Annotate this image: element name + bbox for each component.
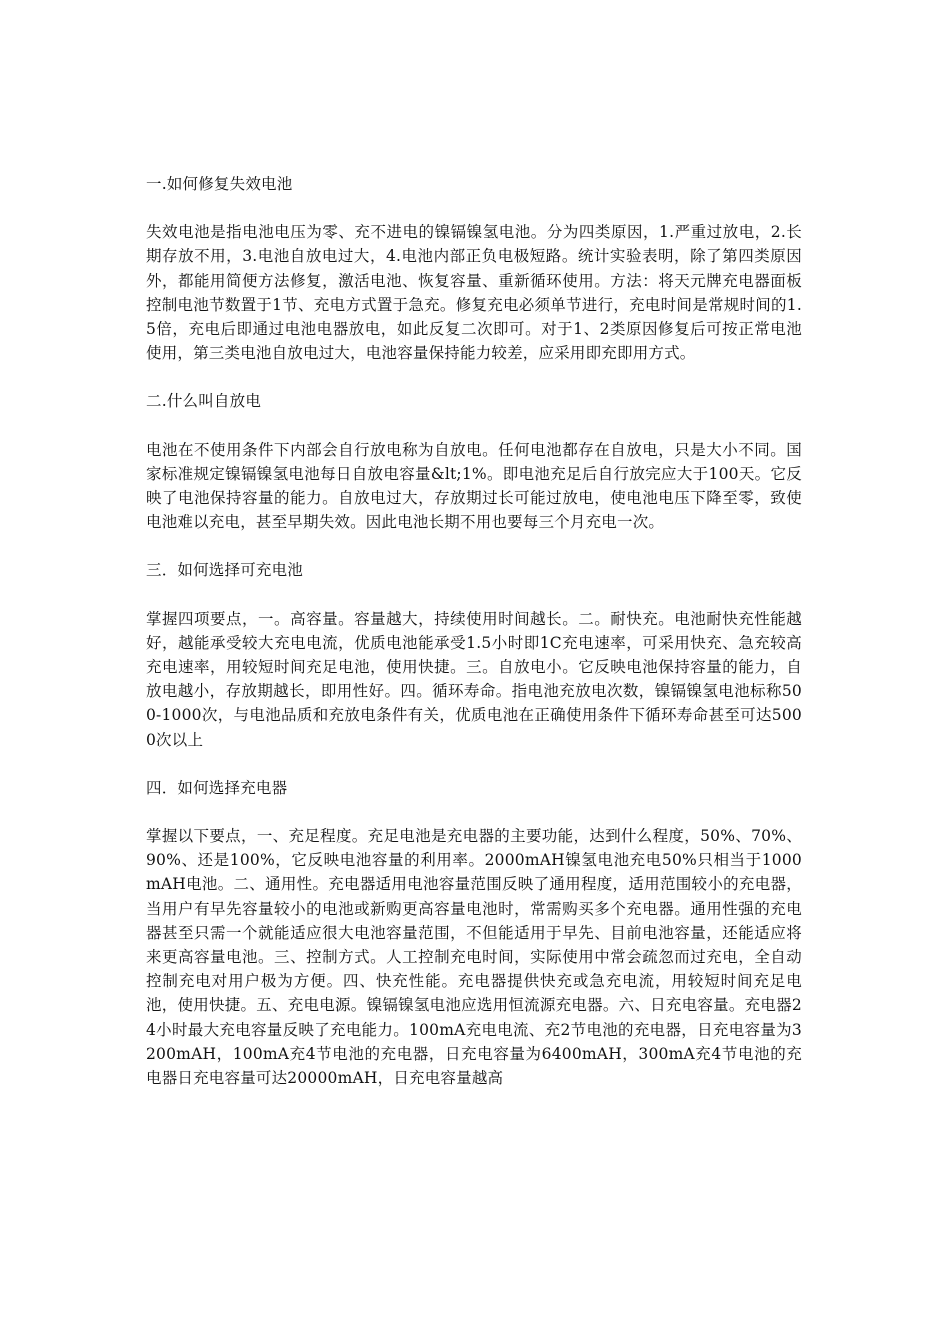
section-heading: 一.如何修复失效电池 <box>146 175 293 193</box>
document-page <box>146 172 802 1114</box>
section-paragraph: 失效电池是指电池电压为零、充不进电的镍镉镍氢电池。分为四类原因，1.严重过放电，2.长期存放不用，3.电池自放电过大，4.电池内部正负电极短路。统计实验表明，除了第四类原因外，都能用简便方法修复，激活电池、恢复容量、重新循环使用。方法：将天元牌充电器面板控制电池节数置于1节、充电方式置于急充。修复充电必须单节进行，充电时间是常规时间的1.5倍，充电后即通过电池电器放电，如此反复二次即可。对于1、2类原因修复后可按正常电池使用，第三类电池自放电过大，电池容量保持能力较差，应采用即充即用方式。 <box>146 223 802 363</box>
section-paragraph: 掌握以下要点，一、充足程度。充足电池是充电器的主要功能，达到什么程度，50%、70%、90%、还是100%，它反映电池容量的利用率。2000mAH镍氢电池充电50%只相当于1000mAH电池。二、通用性。充电器适用电池容量范围反映了通用程度，适用范围较小的充电器，当用户有早先容量较小的电池或新购更高容量电池时，常需购买多个充电器。通用性强的充电器甚至只需一个就能适应很大电池容量范围，不但能适用于早先、目前电池容量，还能适应将来更高容量电池。三、控制方式。人工控制充电时间，实际使用中常会疏忽而过充电，全自动控制充电对用户极为方便。四、快充性能。充电器提供快充或急充电流，用较短时间充足电池，使用快捷。五、充电电源。镍镉镍氢电池应选用恒流源充电器。六、日充电容量。充电器24小时最大充电容量反映了充电能力。100mA充电电流、充2节电池的充电器，日充电容量为3200mAH，100mA充4节电池的充电器，日充电容量为6400mAH，300mA充4节电池的充电器日充电容量可达20000mAH，日充电容量越高 <box>146 827 802 1088</box>
section-paragraph: 掌握四项要点，一。高容量。容量越大，持续使用时间越长。二。耐快充。电池耐快充性能越好，越能承受较大充电电流，优质电池能承受1.5小时即1C充电速率，可采用快充、急充较高充电速率，用较短时间充足电池，使用快捷。三。自放电小。它反映电池保持容量的能力，自放电越小，存放期越长，即用性好。四。循环寿命。指电池充放电次数，镍镉镍氢电池标称500-1000次，与电池品质和充放电条件有关，优质电池在正确使用条件下循环寿命甚至可达5000次以上 <box>146 609 802 749</box>
section-heading: 三．如何选择可充电池 <box>146 561 304 580</box>
section-choose-rechargeable-battery <box>146 558 802 751</box>
section-heading: 四．如何选择充电器 <box>146 778 288 797</box>
section-choose-charger <box>146 776 802 1090</box>
section-heading: 二.什么叫自放电 <box>146 392 262 411</box>
section-paragraph: 电池在不使用条件下内部会自行放电称为自放电。任何电池都存在自放电，只是大小不同。国家标准规定镍镉镍氢电池每日自放电容量&lt;1%。即电池充足后自行放完应大于100天。它反映了电池保持容量的能力。自放电过大，存放期过长可能过放电，使电池电压下降至零，致使电池难以充电，甚至早期失效。因此电池长期不用也要每三个月充电一次。 <box>146 440 802 532</box>
section-self-discharge <box>146 389 802 534</box>
section-repair-failed-battery <box>146 172 802 365</box>
